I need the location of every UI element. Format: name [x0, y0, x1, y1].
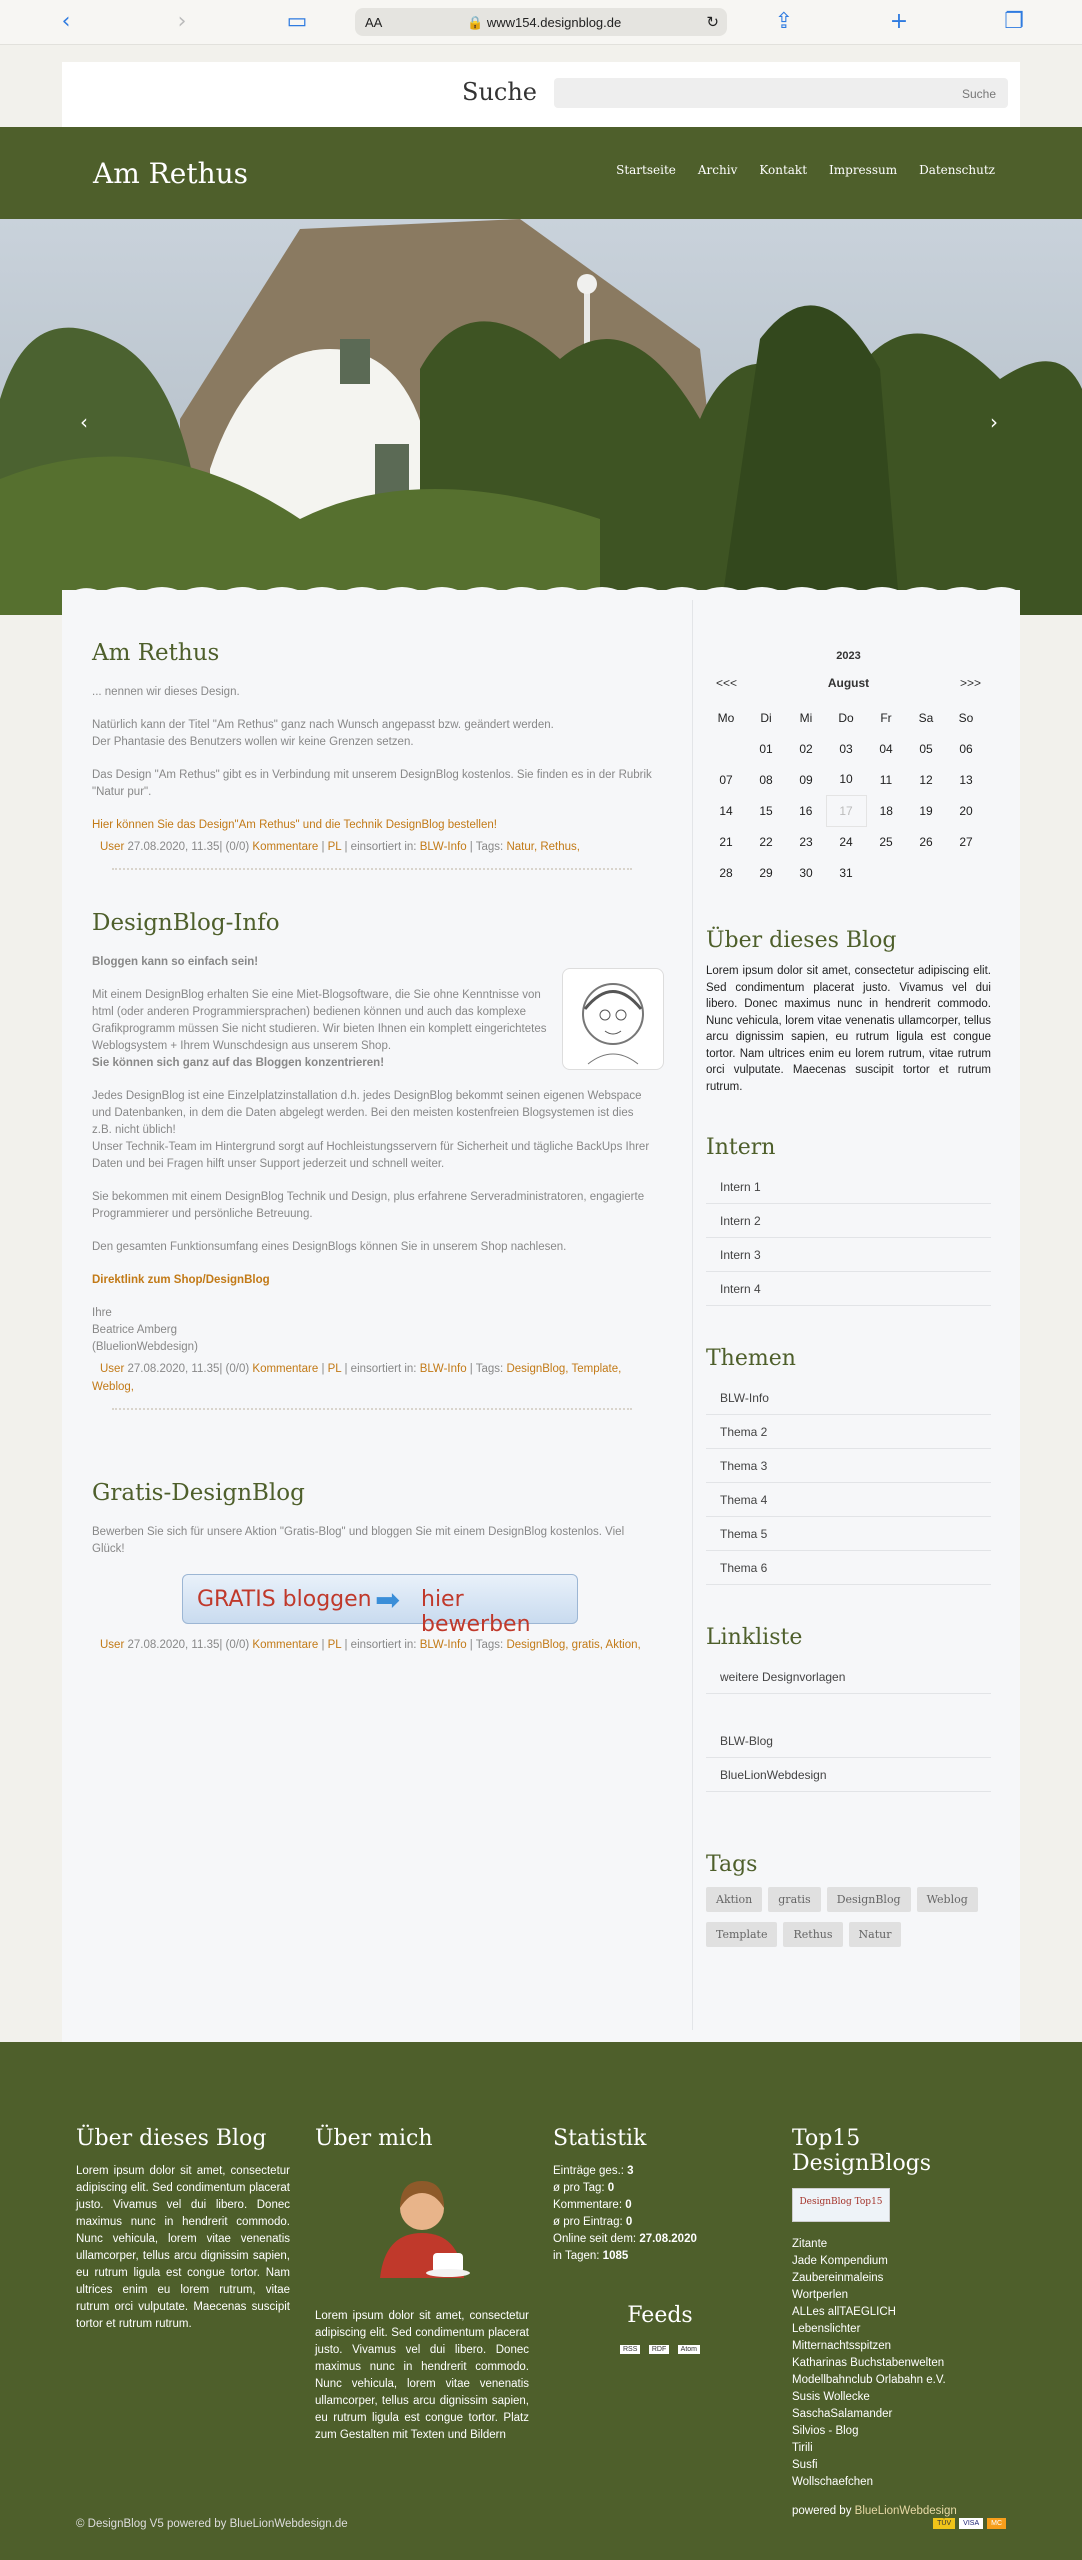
new-tab-icon[interactable]: + [889, 9, 909, 34]
calendar-day[interactable]: 19 [919, 803, 933, 818]
mastercard-badge: MC [987, 2518, 1006, 2529]
stat-value: 0 [625, 2199, 632, 2211]
post-text: Sie können sich ganz auf das Bloggen konzentrieren! [92, 1057, 385, 1069]
post-separator [112, 1408, 632, 1410]
calendar-day[interactable]: 22 [759, 834, 773, 849]
stat-row [553, 2180, 767, 2197]
topic-link[interactable]: Thema 2 [706, 1415, 991, 1449]
calendar-day[interactable]: 16 [799, 803, 813, 818]
stat-row [553, 2214, 767, 2231]
tag-button[interactable]: Natur [849, 1922, 902, 1947]
tag-links[interactable]: Natur, Rethus, [506, 841, 580, 853]
author-link[interactable]: User [100, 1363, 125, 1375]
calendar-day[interactable]: 29 [759, 865, 773, 880]
post-title[interactable]: Gratis-DesignBlog [92, 1480, 305, 1506]
banner-right: hier bewerben [421, 1587, 531, 1637]
post-gratis-designblog [92, 1480, 652, 1654]
permalink[interactable]: PL [327, 841, 342, 853]
post-separator [112, 868, 632, 870]
link-list [706, 1660, 991, 1694]
about-title: Über dieses Blog [706, 928, 897, 953]
footer-top15 [792, 2126, 1006, 2520]
topic-link[interactable]: Thema 6 [706, 1551, 991, 1585]
powered-prefix: powered by [792, 2505, 852, 2517]
category-prefix: einsortiert in: [350, 841, 417, 853]
search-label: Suche [462, 78, 537, 106]
calendar-day[interactable]: 31 [839, 865, 853, 880]
tag-button[interactable]: gratis [768, 1887, 820, 1912]
visa-badge: VISA [959, 2518, 983, 2529]
stat-value: 27.08.2020 [639, 2233, 697, 2245]
nav-kontakt[interactable]: Kontakt [759, 163, 808, 177]
post-meta: User 27.08.2020, 11.35| (0/0) Kommentare | PL | einsortiert in: BLW-Info | Tags: Natur, Rethus, [100, 841, 580, 853]
url-text: 🔒 www154.designblog.de [467, 15, 622, 30]
comment-count: (0/0) [225, 841, 250, 853]
stat-label: in Tagen: [553, 2250, 600, 2262]
post-text: Natürlich kann der Titel "Am Rethus" ganz nach Wunsch angepasst bzw. geändert werden. Der Phantasie des Benutzers wollen wir keine Grenzen setzen. [92, 719, 554, 748]
top15-link[interactable]: Susfi [792, 2459, 818, 2471]
calendar-day[interactable]: 06 [959, 741, 973, 756]
stats-list [553, 2163, 767, 2265]
tag-links[interactable]: DesignBlog, Template, Weblog, [92, 1363, 622, 1393]
site-footer [0, 2042, 1082, 2560]
url-value: www154.designblog.de [486, 15, 622, 30]
calendar-day [706, 733, 746, 764]
calendar-day[interactable]: 11 [879, 772, 893, 787]
stat-label: Online seit dem: [553, 2233, 637, 2245]
calendar-day[interactable]: 26 [919, 834, 933, 849]
top15-link[interactable]: Modellbahnclub Orlabahn e.V. [792, 2374, 946, 2386]
top15-badge[interactable]: DesignBlog Top15 [792, 2188, 890, 2222]
top15-link[interactable]: Wortperlen [792, 2289, 849, 2301]
intern-list [706, 1170, 991, 1306]
post-signature: Ihre Beatrice Amberg (BluelionWebdesign) [92, 1307, 198, 1353]
post-title[interactable]: Am Rethus [92, 640, 220, 666]
shop-link[interactable]: Direktlink zum Shop/DesignBlog [92, 1274, 270, 1286]
search-bar [62, 62, 1020, 128]
comments-link[interactable]: Kommentare [252, 1363, 319, 1375]
nav-impressum[interactable]: Impressum [829, 163, 898, 177]
calendar-day[interactable]: 12 [919, 772, 933, 787]
tag-button[interactable]: Aktion [706, 1887, 762, 1912]
calendar-day [866, 857, 906, 888]
linkliste-title: Linkliste [706, 1625, 803, 1650]
category-prefix: einsortiert in: [350, 1639, 417, 1651]
post-date: 27.08.2020, 11.35 [127, 1363, 220, 1375]
calendar-day[interactable]: 04 [879, 741, 893, 756]
column-divider [692, 600, 693, 2030]
tag-button[interactable]: Template [706, 1922, 777, 1947]
weekday-header: Mi [799, 710, 813, 725]
comments-link[interactable]: Kommentare [252, 1639, 319, 1651]
link-item[interactable]: weitere Designvorlagen [706, 1660, 991, 1694]
intern-link[interactable]: Intern 1 [706, 1170, 991, 1204]
stat-label: ø pro Tag: [553, 2182, 605, 2194]
rss-badge[interactable]: RSS [620, 2345, 640, 2354]
wave-border [62, 582, 1020, 598]
top15-link[interactable]: Wollschaefchen [792, 2476, 873, 2488]
calendar [706, 650, 991, 888]
post-am-rethus [92, 640, 652, 870]
footer-about-title: Über dieses Blog [76, 2126, 267, 2151]
tags-prefix: Tags: [475, 1639, 504, 1651]
post-meta: User 27.08.2020, 11.35| (0/0) Kommentare | PL | einsortiert in: BLW-Info | Tags: DesignBlog, gratis, Aktion, [100, 1639, 641, 1651]
top15-link[interactable]: Lebenslichter [792, 2323, 861, 2335]
post-date: 27.08.2020, 11.35 [127, 841, 220, 853]
footer-about-text: Lorem ipsum dolor sit amet, consectetur adipiscing elit. Sed condimentum placerat justo. Vivamus vel dui libero. Donec maximus nunc in hendrerit commodo. Nunc vehicula, lorem vitae venenatis ullamcorper, tellus arcu dignissim sapien, eu rutrum ligula est congue tortor. Nam ultrices enim eu lorem rutrum, vitae rutrum orci vulputate. Maecenas suscipit tortor et rutrum rutrum. [76, 2165, 290, 2330]
calendar-day[interactable]: 25 [879, 834, 893, 849]
top15-link[interactable]: Katharinas Buchstabenwelten [792, 2357, 945, 2369]
atom-badge[interactable]: Atom [678, 2345, 700, 2354]
category-prefix: einsortiert in: [350, 1363, 417, 1375]
calendar-day[interactable]: 15 [759, 803, 773, 818]
calendar-day[interactable]: 23 [799, 834, 813, 849]
calendar-month: August [827, 676, 870, 690]
forward-icon[interactable]: › [177, 9, 187, 34]
footer-stats [553, 2126, 767, 2356]
reload-icon[interactable]: ↻ [706, 14, 719, 31]
main-nav [616, 163, 995, 177]
calendar-day[interactable]: 01 [759, 741, 773, 756]
calendar-year: 2023 [836, 650, 861, 662]
browser-toolbar [0, 0, 1082, 45]
intern-link[interactable]: Intern 3 [706, 1238, 991, 1272]
post-text: ... nennen wir dieses Design. [92, 686, 240, 698]
avatar-illustration [315, 2163, 529, 2283]
weekday-header: So [958, 710, 974, 725]
top15-link[interactable]: SaschaSalamander [792, 2408, 893, 2420]
tags-prefix: Tags: [475, 1363, 504, 1375]
topic-link[interactable]: BLW-Info [706, 1381, 991, 1415]
weekday-header: Mo [717, 710, 735, 725]
feeds-title: Feeds [627, 2303, 693, 2328]
author-link[interactable]: User [100, 1639, 125, 1651]
footer-me [315, 2126, 529, 2444]
stat-value: 0 [625, 2216, 633, 2228]
payment-badges [933, 2518, 1006, 2529]
top15-link[interactable]: Tirili [792, 2442, 813, 2454]
themen-list [706, 1381, 991, 1585]
stat-row [553, 2248, 767, 2265]
calendar-day [946, 857, 986, 888]
stat-row [553, 2163, 767, 2180]
post-date: 27.08.2020, 11.35 [127, 1639, 220, 1651]
footer-top-title: Top15 DesignBlogs [792, 2126, 932, 2176]
tags-prefix: Tags: [475, 841, 504, 853]
top15-link[interactable]: Zitante [792, 2238, 828, 2250]
stat-label: Kommentare: [553, 2199, 623, 2211]
category-link[interactable]: BLW-Info [419, 1363, 467, 1375]
calendar-day[interactable]: 14 [719, 803, 733, 818]
top15-link[interactable]: Silvios - Blog [792, 2425, 859, 2437]
banner-left: GRATIS bloggen [197, 1587, 372, 1612]
calendar-day[interactable]: 20 [959, 803, 973, 818]
sidebar [706, 650, 991, 1957]
site-header [0, 127, 1082, 219]
weekday-header: Fr [880, 710, 892, 725]
calendar-day[interactable]: 17 [826, 795, 866, 826]
calendar-day[interactable]: 24 [839, 834, 853, 849]
footer-me-title: Über mich [315, 2126, 433, 2151]
search-input[interactable]: Suche [554, 78, 1008, 108]
tag-cloud [706, 1887, 991, 1957]
slider-next-icon[interactable]: › [990, 410, 998, 434]
calendar-next[interactable]: >>> [959, 676, 981, 690]
link-item[interactable]: BlueLionWebdesign [706, 1758, 991, 1792]
post-text: Den gesamten Funktionsumfang eines DesignBlogs können Sie in unserem Shop nachlesen. [92, 1241, 567, 1253]
author-portrait [562, 968, 664, 1070]
hero-image [0, 219, 1082, 615]
tag-button[interactable]: DesignBlog [827, 1887, 911, 1912]
calendar-day[interactable]: 28 [719, 865, 733, 880]
weekday-header: Sa [918, 710, 934, 725]
tag-button[interactable]: Rethus [783, 1922, 842, 1947]
calendar-day[interactable]: 30 [799, 865, 813, 880]
calendar-day[interactable]: 18 [879, 803, 893, 818]
nav-datenschutz[interactable]: Datenschutz [919, 163, 995, 177]
arrow-icon: ➡ [375, 1584, 401, 1617]
topic-link[interactable]: Thema 3 [706, 1449, 991, 1483]
tag-links[interactable]: DesignBlog, gratis, Aktion, [506, 1639, 641, 1651]
permalink[interactable]: PL [327, 1639, 342, 1651]
post-text: Das Design "Am Rethus" gibt es in Verbindung mit unserem DesignBlog kostenlos. Sie finden es in der Rubrik "Natur pur". [92, 769, 652, 798]
stat-value: 0 [607, 2182, 615, 2194]
address-bar[interactable] [355, 8, 727, 36]
rdf-badge[interactable]: RDF [649, 2345, 669, 2354]
copyright: © DesignBlog V5 powered by BlueLionWebdesign.de [76, 2518, 348, 2530]
top15-link[interactable]: Mitternachtsspitzen [792, 2340, 892, 2352]
top15-list [792, 2236, 1006, 2491]
back-icon[interactable]: ‹ [61, 9, 71, 34]
tabs-icon[interactable]: ❐ [1004, 9, 1024, 34]
bookmarks-icon[interactable]: ▭ [286, 9, 308, 34]
calendar-day[interactable]: 21 [719, 834, 733, 849]
calendar-day[interactable]: 13 [959, 772, 973, 787]
permalink[interactable]: PL [327, 1363, 342, 1375]
top15-link[interactable]: ALLes allTAEGLICH [792, 2306, 896, 2318]
main-column [92, 640, 652, 1654]
intern-link[interactable]: Intern 2 [706, 1204, 991, 1238]
top15-link[interactable]: Susis Wollecke [792, 2391, 870, 2403]
stat-value: 3 [627, 2165, 634, 2177]
calendar-prev[interactable]: <<< [716, 676, 738, 690]
intern-link[interactable]: Intern 4 [706, 1272, 991, 1306]
intern-title: Intern [706, 1135, 776, 1160]
slider-prev-icon[interactable]: ‹ [80, 410, 88, 434]
category-link[interactable]: BLW-Info [419, 1639, 467, 1651]
topic-link[interactable]: Thema 4 [706, 1483, 991, 1517]
nav-startseite[interactable]: Startseite [616, 163, 676, 177]
post-text: Bewerben Sie sich für unsere Aktion "Gratis-Blog" und bloggen Sie mit einem DesignBlog kostenlos. Viel Glück! [92, 1526, 625, 1555]
calendar-grid [706, 702, 986, 888]
post-text: Mit einem DesignBlog erhalten Sie eine Miet-Blogsoftware, die Sie ohne Kenntnisse von html (oder anderen Programmiersprachen) bedienen können und auch das komplexe Grafikprogramm müssen Sie nicht studieren. Wir bieten Ihnen ein komplett eingerichtetes Weblogsystem + Ihrem Wunschdesign aus unserem Shop. [92, 989, 547, 1052]
footer-stats-title: Statistik [553, 2126, 647, 2151]
stat-row [553, 2231, 767, 2248]
gratis-banner[interactable] [182, 1574, 578, 1637]
post-text: Sie bekommen mit einem DesignBlog Technik und Design, plus erfahrene Serveradministratoren, engagierte Programmierer und persönliche Betreuung. [92, 1191, 645, 1220]
stat-label: ø pro Eintrag: [553, 2216, 623, 2228]
calendar-day[interactable]: 08 [759, 772, 773, 787]
stat-value: 1085 [602, 2250, 629, 2262]
topic-link[interactable]: Thema 5 [706, 1517, 991, 1551]
comments-link[interactable]: Kommentare [252, 841, 319, 853]
calendar-day [906, 857, 946, 888]
tuev-badge: TÜV [933, 2518, 955, 2529]
author-link[interactable]: User [100, 841, 125, 853]
category-link[interactable]: BLW-Info [419, 841, 467, 853]
comment-count: (0/0) [225, 1363, 250, 1375]
top15-link[interactable]: Jade Kompendium [792, 2255, 888, 2267]
stat-row [553, 2197, 767, 2214]
post-text: Jedes DesignBlog ist eine Einzelplatzinstallation d.h. jedes DesignBlog bekommt seinen eigenen Webspace und Datenbanken, in dem die Daten abgelegt werden. Bei den meisten kostenfreien Blogsystemen ist dies z.B. nicht üblich! Unser Technik-Team im Hintergrund sorgt auf Hochleistungsservern für Sicherheit und tägliche BackUps Ihrer Daten und bei Fragen hilft unser Support jederzeit und schnell weiter. [92, 1090, 650, 1170]
calendar-day[interactable]: 09 [799, 772, 813, 787]
share-icon[interactable]: ⇪ [774, 9, 794, 34]
footer-me-text: Lorem ipsum dolor sit amet, consectetur adipiscing elit. Sed condimentum placerat justo. Vivamus vel dui libero. Donec maximus nunc in hendrerit commodo. Nunc vehicula, lorem vitae venenatis ullamcorper, tellus arcu dignissim sapien, eu rutrum ligula est congue tortor. Platz zum Gestalten mit Texten und Bildern [315, 2310, 529, 2441]
footer-about [76, 2126, 290, 2333]
calendar-day[interactable]: 05 [919, 741, 933, 756]
powered-link[interactable]: BlueLionWebdesign [854, 2505, 957, 2517]
site-title[interactable]: Am Rethus [93, 157, 249, 190]
tags-title: Tags [706, 1852, 758, 1877]
calendar-day[interactable]: 02 [799, 741, 813, 756]
weekday-header: Do [838, 710, 854, 725]
text-size-button[interactable]: AA [365, 15, 383, 30]
about-text: Lorem ipsum dolor sit amet, consectetur adipiscing elit. Sed condimentum placerat justo. Vivamus vel dui libero. Donec maximus nunc in hendrerit commodo. Nunc vehicula, lorem vitae venenatis ullamcorper, tellus arcu dignissim sapien, eu rutrum ligula est congue tortor. Nam ultrices enim eu lorem rutrum, vitae rutrum orci vulputate. Maecenas suscipit tortor et rutrum rutrum. [706, 965, 991, 1093]
order-link[interactable]: Hier können Sie das Design"Am Rethus" und die Technik DesignBlog bestellen! [92, 819, 497, 831]
tag-button[interactable]: Weblog [917, 1887, 978, 1912]
weekday-header: Di [760, 710, 772, 725]
link-list-2 [706, 1724, 991, 1792]
link-item[interactable]: BLW-Blog [706, 1724, 991, 1758]
post-meta: User 27.08.2020, 11.35| (0/0) Kommentare | PL | einsortiert in: BLW-Info | Tags: DesignBlog, Template, Weblog, [92, 1363, 622, 1393]
post-title[interactable]: DesignBlog-Info [92, 910, 280, 936]
calendar-day[interactable]: 07 [719, 772, 733, 787]
post-designblog-info [92, 910, 652, 1410]
post-lead: Bloggen kann so einfach sein! [92, 956, 259, 968]
stat-label: Einträge ges.: [553, 2165, 624, 2177]
nav-archiv[interactable]: Archiv [697, 163, 738, 177]
themen-title: Themen [706, 1346, 796, 1371]
calendar-day[interactable]: 10 [839, 772, 853, 787]
calendar-day[interactable]: 03 [839, 741, 853, 756]
top15-link[interactable]: Zaubereinmaleins [792, 2272, 884, 2284]
comment-count: (0/0) [225, 1639, 250, 1651]
calendar-day[interactable]: 27 [959, 834, 973, 849]
